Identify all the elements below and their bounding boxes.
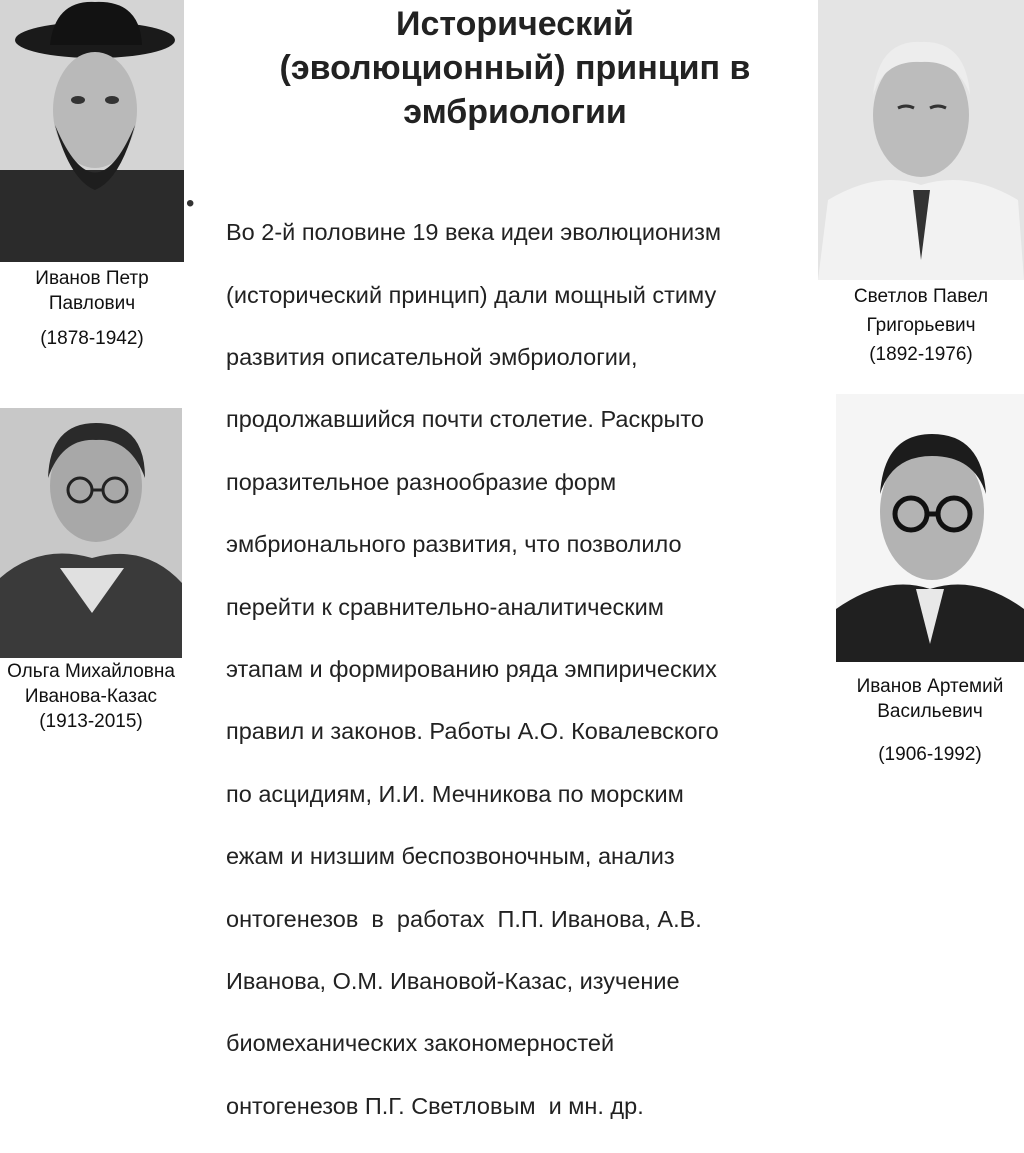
- slide-title: [230, 2, 800, 134]
- caption-svetlov: [818, 284, 1024, 367]
- body-line: по асцидиям, И.И. Мечникова по морским: [226, 780, 684, 807]
- portrait-ivanova-kazas: [0, 408, 182, 658]
- title-line: эмбриологии: [403, 93, 627, 131]
- person-name: Иванова-Казас: [24, 686, 158, 707]
- body-line: онтогенезов П.Г. Светловым и мн. др.: [226, 1092, 644, 1119]
- person-name: Иванов Артемий: [856, 676, 1004, 697]
- person-years: (1913-2015): [39, 711, 143, 732]
- person-name: Павлович: [48, 293, 136, 314]
- person-name: Ольга Михайловна: [7, 661, 175, 682]
- body-line: биомеханических закономерностей: [226, 1030, 615, 1057]
- person-name: Григорьевич: [866, 315, 976, 336]
- body-line: ежам и низшим беспозвоночным, анализ: [226, 843, 675, 870]
- bullet-paragraph: [186, 186, 826, 1153]
- body-line: этапам и формированию ряда эмпирических: [226, 656, 717, 683]
- caption-ivanova-kazas: [0, 659, 182, 734]
- body-text: [226, 186, 822, 1153]
- person-name: Иванов Петр: [35, 268, 149, 289]
- portrait-ivanov-artemiy: [836, 394, 1024, 662]
- person-years: (1878-1942): [40, 328, 144, 349]
- body-line: (исторический принцип) дали мощный стиму: [226, 281, 717, 308]
- body-line: Иванова, О.М. Ивановой-Казас, изучение: [226, 968, 680, 995]
- portrait-svetlov: [818, 0, 1024, 280]
- body-line: продолжавшийся почти столетие. Раскрыто: [226, 406, 704, 433]
- body-line: онтогенезов в работах П.П. Иванова, А.В.: [226, 905, 702, 932]
- person-name: Васильевич: [877, 701, 983, 722]
- caption-ivanov-artemiy: [836, 674, 1024, 767]
- title-line: (эволюционный) принцип в: [279, 49, 751, 87]
- body-line: эмбрионального развития, что позволило: [226, 531, 682, 558]
- body-line: перейти к сравнительно-аналитическим: [226, 593, 664, 620]
- bullet-dot-icon: •: [186, 190, 195, 217]
- body-line: развития описательной эмбриологии,: [226, 344, 638, 371]
- portrait-ivanov-petr: [0, 0, 184, 262]
- title-line: Исторический: [396, 5, 634, 43]
- caption-ivanov-petr: [0, 266, 184, 351]
- body-line: правил и законов. Работы А.О. Ковалевского: [226, 718, 719, 745]
- body-line: Во 2-й половине 19 века идеи эволюционизм: [226, 219, 722, 246]
- person-name: Светлов Павел: [853, 286, 989, 307]
- person-years: (1906-1992): [878, 744, 982, 765]
- person-years: (1892-1976): [869, 344, 973, 365]
- body-line: поразительное разнообразие форм: [226, 468, 617, 495]
